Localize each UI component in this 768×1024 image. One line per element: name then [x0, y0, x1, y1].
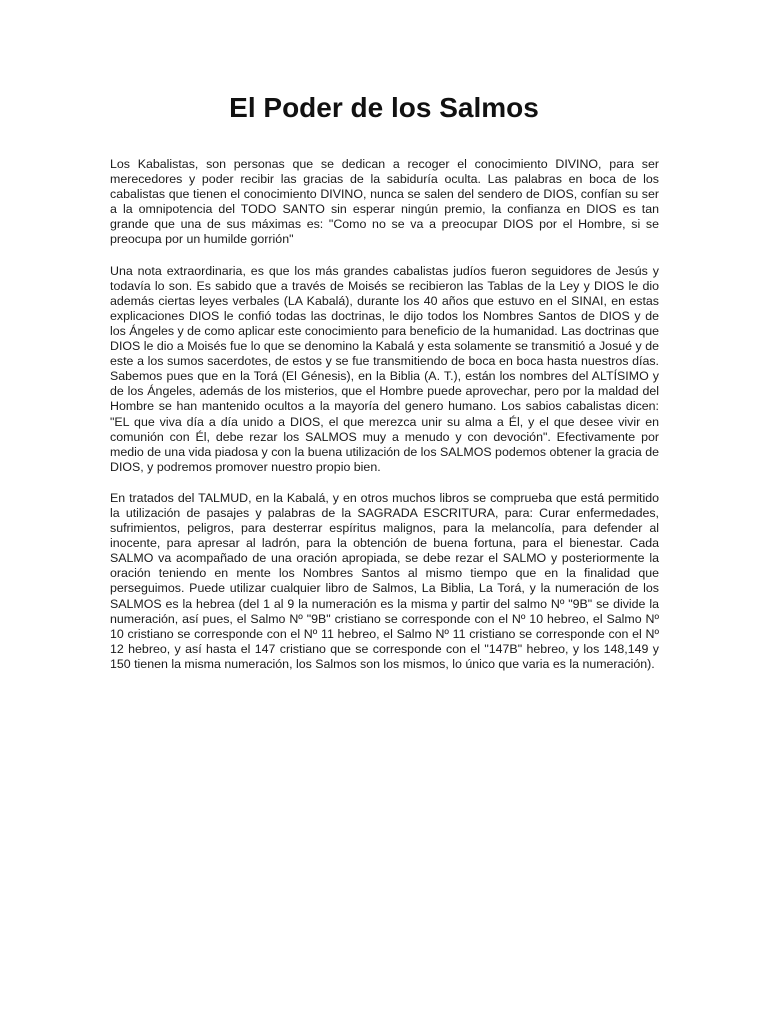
paragraph-nota-extraordinaria: Una nota extraordinaria, es que los más grandes cabalistas judíos fueron seguidores de Jesús y todavía lo son. Es sabido que a través de Moisés se recibieron las Tablas de la Ley y DIOS le dio además ciertas leyes verbales (LA Kabalá), durante los 40 años que estuvo en el SINAI, en estas explicaciones DIOS le confió todas las doctrinas, le dijo todos los Nombres Santos de DIOS y de los Ángeles y de como aplicar este conocimiento para beneficio de la humanidad. Las doctrinas que DIOS le dio a Moisés fue lo que se denomino la Kabalá y esta solamente se transmitió a Josué y de este a los sumos sacerdotes, de estos y se fue transmitiendo de boca en boca hasta nuestros días. Sabemos pues que en la Torá (El Génesis), en la Biblia (A. T.), están los nombres del ALTÍSIMO y de los Ángeles, además de los misterios, que el Hombre puede aprovechar, pero por la maldad del Hombre se han mantenido ocultos a la mayoría del genero humano. Los sabios cabalistas dicen: "EL que viva día a día unido a DIOS, el que merezca unir su alma a Él, y el que desee vivir en comunión con Él, debe rezar los SALMOS muy a menudo y con devoción". Efectivamente por medio de una vida piadosa y con la buena utilización de los SALMOS podemos obtener la gracia de DIOS, y podremos promover nuestro propio bien. — [110, 263, 659, 474]
paragraph-kabalistas: Los Kabalistas, son personas que se dedican a recoger el conocimiento DIVINO, para ser merecedores y poder recibir las gracias de la sabiduría oculta. Las palabras en boca de los cabalistas que tienen el conocimiento DIVINO, nunca se salen del sendero de DIOS, confían su ser a la omnipotencia del TODO SANTO sin esperar ningún premio, la confianza en DIOS es tan grande que una de sus máximas es: "Como no se va a preocupar DIOS por el Hombre, si se preocupa por un humilde gorrión" — [110, 157, 659, 247]
paragraph-talmud: En tratados del TALMUD, en la Kabalá, y en otros muchos libros se comprueba que está permitido la utilización de pasajes y palabras de la SAGRADA ESCRITURA, para: Curar enfermedades, sufrimientos, peligros, para desterrar espíritus malignos, para la melancolía, para defender al inocente, para apresar al ladrón, para la obtención de buena fortuna, para el bienestar. Cada SALMO va acompañado de una oración apropiada, se debe rezar el SALMO y posteriormente la oración teniendo en mente los Nombres Santos al mismo tiempo que en la finalidad que perseguimos. Puede utilizar cualquier libro de Salmos, La Biblia, La Torá, y la numeración de los SALMOS es la hebrea (del 1 al 9 la numeración es la misma y partir del salmo Nº "9B" se divide la numeración, así pues, el Salmo Nº "9B" cristiano se corresponde con el Nº 10 hebreo, el Salmo Nº 10 cristiano se corresponde con el Nº 11 hebreo, el Salmo Nº 11 cristiano se corresponde con el Nº 12 hebreo, y así hasta el 147 cristiano que se corresponde con el "147B" hebreo, y los 148,149 y 150 tienen la misma numeración, los Salmos son los mismos, lo único que varia es la numeración). — [110, 490, 659, 671]
document-body — [110, 157, 659, 688]
page-title: El Poder de los Salmos — [229, 92, 539, 123]
